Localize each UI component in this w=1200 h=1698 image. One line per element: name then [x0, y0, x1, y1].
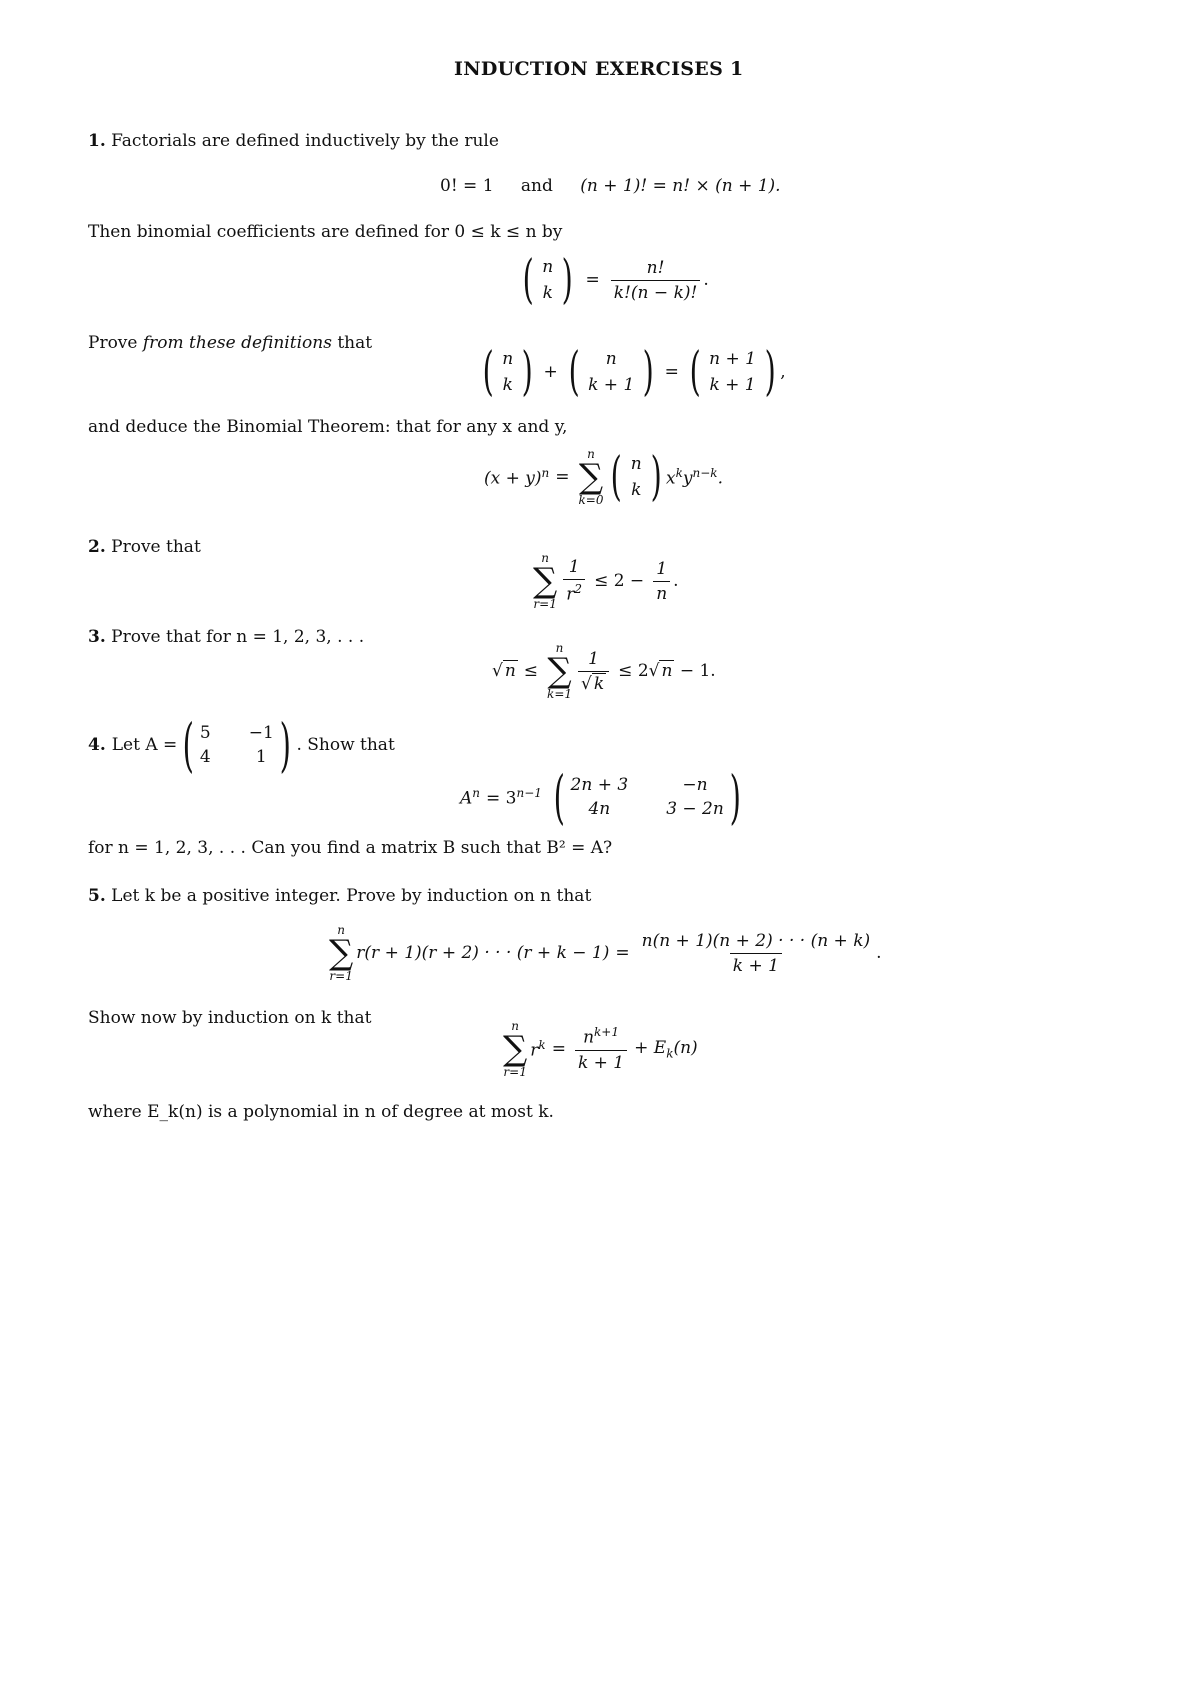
q3-number: 3.	[88, 627, 106, 647]
q2-inequality: n ∑ r=1 $\frac{1}{r^2}$ ≤ 2 − $\frac{1}{n}$ .	[533, 551, 679, 611]
q1-number: 1.	[88, 131, 106, 151]
matrix-an	[571, 775, 724, 819]
matrix-a-cell: 5	[199, 723, 211, 743]
q2-number: 2.	[88, 537, 106, 557]
q4-let: Let A =	[111, 735, 178, 755]
matrix-a-cell: 4	[199, 747, 211, 767]
factorial-rule	[440, 176, 781, 196]
pascal-identity: ( n k ) + ( n k + 1 ) = ( n + 1 k + 1 ) ,	[482, 342, 786, 402]
binom-definition: ( n k ) = $\frac{n!}{k!(n - k)!}$ .	[522, 250, 709, 310]
q1-intro: Factorials are defined inductively by the rule	[111, 131, 499, 151]
matrix-an-cell: 3 − 2n	[666, 799, 724, 819]
q1-intro-line	[88, 131, 499, 151]
q5-text: Let k be a positive integer. Prove by induction on n that	[111, 886, 592, 906]
prove-post: that	[337, 333, 373, 353]
q4-show: . Show that	[296, 735, 395, 755]
q5-power-sum: n ∑ r=1 $r^k$ = $\frac{n^{k+1}}{k + 1}$ + $E_k(n)$	[503, 1019, 698, 1079]
q4-after: for n = 1, 2, 3, . . . Can you find a matrix B such that B² = A?	[88, 838, 613, 858]
q4-power-formula: $A^n$ = $3^{n-1}$ ( 2n + 3 −n 4n 3 − 2n )	[460, 763, 741, 831]
q1-binom-intro: Then binomial coefficients are defined for 0 ≤ k ≤ n by	[88, 222, 563, 242]
matrix-an-cell: 2n + 3	[570, 775, 629, 795]
binomial-theorem: $(x + y)^n$ = n ∑ k=0 ( n k ) $x^ky^{n-k}$.	[484, 447, 723, 507]
rule-and: and	[520, 176, 553, 196]
prove-italic: from these definitions	[142, 333, 332, 353]
q2-line	[88, 537, 201, 557]
matrix-an-cell: 4n	[588, 799, 611, 819]
q3-line	[88, 627, 364, 647]
rule-right: (n + 1)! = n! × (n + 1).	[580, 176, 781, 196]
matrix-a	[200, 723, 274, 767]
rule-left: 0! = 1	[440, 176, 494, 196]
q5-show-now: Show now by induction on k that	[88, 1008, 372, 1028]
q2-text: Prove that	[111, 537, 201, 557]
matrix-a-cell: 1	[255, 747, 267, 767]
q1-deduce: and deduce the Binomial Theorem: that for any x and y,	[88, 417, 568, 437]
matrix-an-cell: −n	[682, 775, 708, 795]
q3-text: Prove that for n = 1, 2, 3, . . .	[111, 627, 365, 647]
prove-pre: Prove	[88, 333, 138, 353]
q5-where: where E_k(n) is a polynomial in n of degree at most k.	[88, 1102, 554, 1122]
q5-number: 5.	[88, 886, 106, 906]
q3-inequality: √ n ≤ n ∑ k=1 $\frac{1}{√ k}$ ≤ 2√ n − 1.	[492, 641, 716, 701]
q5-sum-identity: n ∑ r=1 r(r + 1)(r + 2) · · · (r + k − 1) = $\frac{n(n + 1)(n + 2) \cdot \cdot \cdot (n + k)}{k + 1}$ .	[329, 923, 882, 983]
matrix-a-cell: −1	[248, 723, 274, 743]
q4-line: 4. Let A = ( 5 −1 4 1 ) . Show that	[88, 711, 395, 779]
page-title: INDUCTION EXERCISES 1	[454, 58, 744, 80]
q4-number: 4.	[88, 735, 106, 755]
q1-prove-line	[88, 333, 372, 353]
q5-line	[88, 886, 591, 906]
